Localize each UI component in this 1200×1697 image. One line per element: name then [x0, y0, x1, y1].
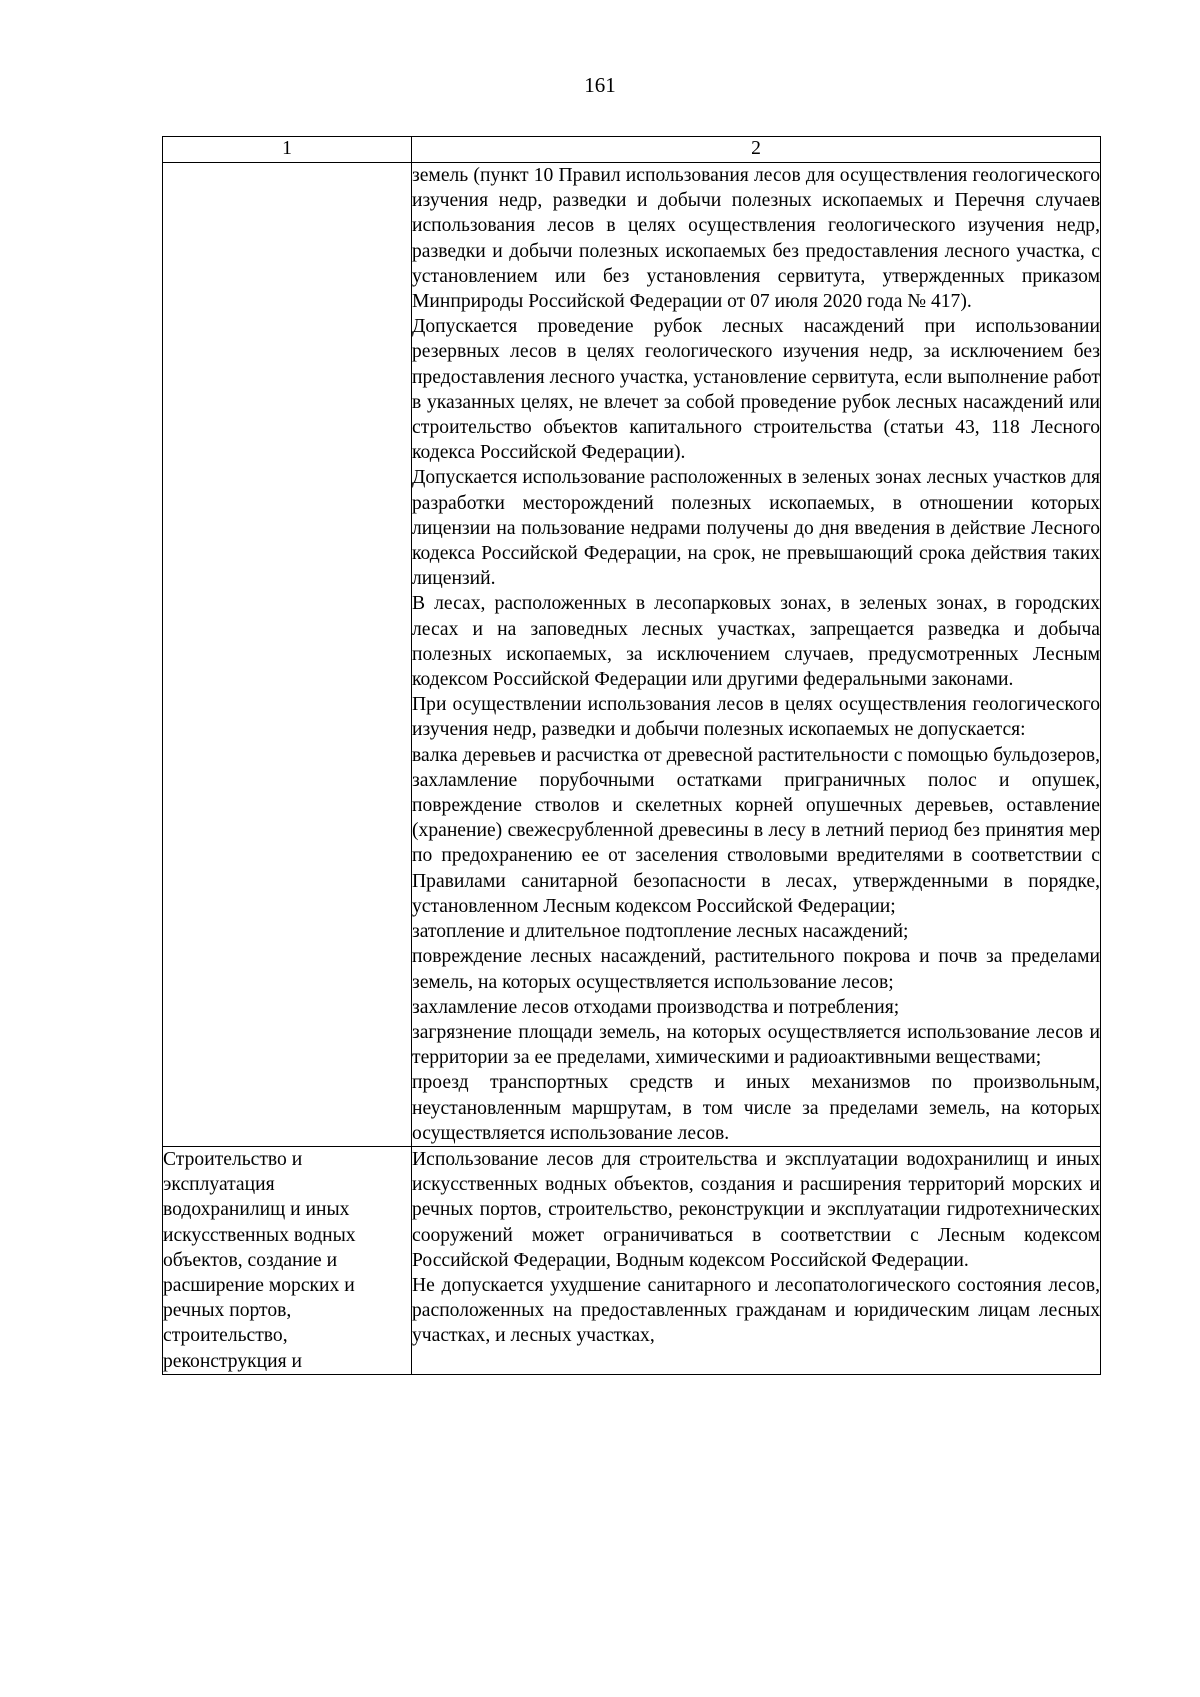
- table-row: [163, 1146, 1101, 1374]
- content-table: [162, 136, 1101, 1375]
- paragraph: валка деревьев и расчистка от древесной растительности с помощью бульдозеров, захламление порубочными остатками приграничных полос и опушек, повреждение стволов и скелетных корней опушечных деревьев, оставление (хранение) свежесрубленной древесины в лесу в летний период без принятия мер по предохранению ее от заселения стволовыми вредителями в соответствии с Правилами санитарной безопасности в лесах, утвержденными в порядке, установленном Лесным кодексом Российской Федерации;: [412, 744, 1100, 917]
- column-header-1: 1: [163, 137, 412, 163]
- activity-name-line: искусственных водных: [163, 1224, 356, 1246]
- activity-name-line: реконструкция и: [163, 1350, 303, 1372]
- row-2-left-cell: [163, 1146, 412, 1374]
- paragraph: захламление лесов отходами производства и потребления;: [412, 996, 900, 1018]
- activity-name-line: объектов, создание и: [163, 1249, 338, 1271]
- paragraph: В лесах, расположенных в лесопарковых зонах, в зеленых зонах, в городских лесах и на заповедных лесных участках, запрещается разведка и добыча полезных ископаемых, за исключением случаев, предусмотренных Лесным кодексом Российской Федерации или другими федеральными законами.: [412, 593, 1100, 691]
- row-1-left-cell: [163, 163, 412, 1147]
- paragraph: повреждение лесных насаждений, растительного покрова и почв за пределами земель, на которых осуществляется использование лесов;: [412, 946, 1100, 993]
- table-row: [163, 163, 1101, 1147]
- paragraph: Допускается проведение рубок лесных насаждений при использовании резервных лесов в целях геологического изучения недр, за исключением без предоставления лесного участка, установление сервитута, если выполнение работ в указанных целях, не влечет за собой проведение рубок лесных насаждений или строительство объектов капитального строительства (статьи 43, 118 Лесного кодекса Российской Федерации).: [412, 316, 1100, 464]
- activity-name-line: расширение морских и: [163, 1274, 355, 1296]
- row-2-right-cell: [412, 1146, 1101, 1374]
- paragraph: Использование лесов для строительства и эксплуатации водохранилищ и иных искусственных водных объектов, создания и расширения территорий морских и речных портов, строительство, реконструкции и эксплуатации гидротехнических сооружений может ограничиваться в соответствии с Лесным кодексом Российской Федерации, Водным кодексом Российской Федерации.: [412, 1148, 1100, 1271]
- page-number: 161: [584, 73, 616, 97]
- activity-name-line: эксплуатация: [163, 1174, 275, 1196]
- paragraph: При осуществлении использования лесов в целях осуществления геологического изучения недр, разведки и добычи полезных ископаемых не допускается:: [412, 694, 1100, 741]
- column-header-2: 2: [412, 137, 1101, 163]
- paragraph: затопление и длительное подтопление лесных насаждений;: [412, 921, 909, 943]
- activity-name-line: речных портов,: [163, 1300, 292, 1322]
- paragraph: проезд транспортных средств и иных механизмов по произвольным, неустановленным маршрутам, в том числе за пределами земель, на которых осуществляется использование лесов.: [412, 1072, 1100, 1144]
- paragraph: земель (пункт 10 Правил использования лесов для осуществления геологического изучения недр, разведки и добычи полезных ископаемых и Перечня случаев использования лесов в целях осуществления геологического изучения недр, разведки и добычи полезных ископаемых без предоставления лесного участка, с установлением или без установления сервитута, утвержденных приказом Минприроды Российской Федерации от 07 июля 2020 года № 417).: [412, 165, 1100, 313]
- row-1-right-cell: [412, 163, 1101, 1147]
- paragraph: Допускается использование расположенных в зеленых зонах лесных участков для разработки месторождений полезных ископаемых, в отношении которых лицензии на пользование недрами получены до дня введения в действие Лесного кодекса Российской Федерации, на срок, не превышающий срока действия таких лицензий.: [412, 467, 1100, 590]
- activity-name-line: Строительство и: [163, 1148, 303, 1170]
- paragraph: Не допускается ухудшение санитарного и лесопатологического состояния лесов, расположенных на предоставленных гражданам и юридическим лицам лесных участках, и лесных участках,: [412, 1274, 1100, 1347]
- activity-name-line: строительство,: [163, 1325, 288, 1347]
- table-header-row: [163, 137, 1101, 163]
- activity-name-line: водохранилищ и иных: [163, 1199, 350, 1221]
- paragraph: загрязнение площади земель, на которых осуществляется использование лесов и территории за ее пределами, химическими и радиоактивными веществами;: [412, 1021, 1100, 1069]
